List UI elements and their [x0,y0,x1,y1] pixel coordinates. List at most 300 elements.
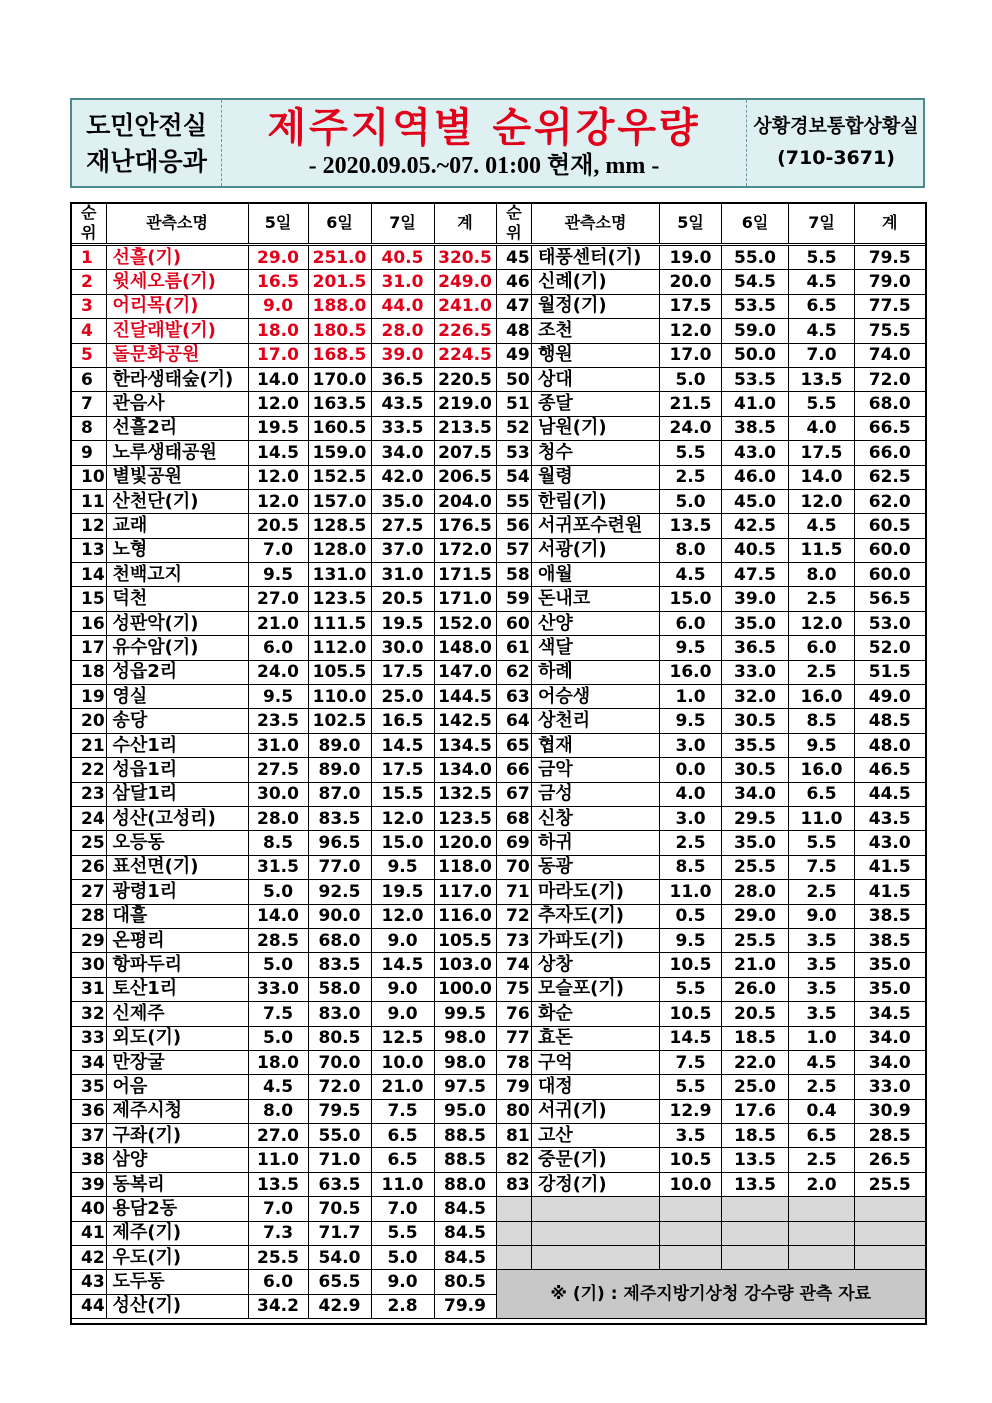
table-row [71,514,496,538]
day6-cell: 17.6 [722,1099,789,1123]
rank-cell: 82 [497,1148,532,1172]
station-name-cell: 추자도(기) [532,904,660,928]
day6-cell: 71.0 [308,1148,371,1172]
table-row [497,685,926,709]
station-name-cell: 협재 [532,733,660,757]
day5-cell: 10.5 [660,953,722,977]
day7-header: 7일 [789,203,855,245]
station-name-cell: 신례(기) [532,270,660,294]
day7-cell: 19.5 [371,880,434,904]
station-name-cell: 행원 [532,343,660,367]
day6-cell: 71.7 [308,1221,371,1245]
table-row [497,709,926,733]
day5-cell: 12.0 [660,319,722,343]
day5-cell: 13.5 [660,514,722,538]
station-name-cell: 동복리 [106,1172,248,1196]
day7-cell: 20.5 [371,587,434,611]
day6-cell: 65.5 [308,1270,371,1294]
table-row [71,1270,496,1294]
day5-cell: 27.0 [248,1124,308,1148]
total-cell: 79.9 [434,1294,496,1318]
station-header: 관측소명 [106,203,248,245]
rank-cell: 20 [71,709,106,733]
report-subtitle: - 2020.09.05.~07. 01:00 현재, mm - [308,153,660,179]
day7-cell: 12.0 [789,611,855,635]
day7-cell: 0.4 [789,1099,855,1123]
rank-cell: 72 [497,904,532,928]
day5-cell: 31.5 [248,855,308,879]
rank-cell: 17 [71,636,106,660]
table-row [71,416,496,440]
rank-cell: 30 [71,953,106,977]
day5-cell: 10.0 [660,1172,722,1196]
station-name-cell: 동광 [532,855,660,879]
total-cell: 249.0 [434,270,496,294]
table-row [497,563,926,587]
table-row [71,685,496,709]
station-name-cell: 하귀 [532,831,660,855]
table-row [497,782,926,806]
rank-cell: 69 [497,831,532,855]
day7-cell: 4.5 [789,319,855,343]
rank-cell: 33 [71,1026,106,1050]
total-cell: 34.0 [855,1050,926,1074]
day7-cell: 8.5 [789,709,855,733]
day5-cell: 0.0 [660,758,722,782]
day7-cell: 16.0 [789,758,855,782]
station-name-cell: 한라생태숲(기) [106,367,248,391]
day6-cell: 53.5 [722,367,789,391]
rank-cell: 63 [497,685,532,709]
day7-cell: 19.5 [371,611,434,635]
total-cell: 144.5 [434,685,496,709]
total-cell: 88.0 [434,1172,496,1196]
day5-cell: 5.0 [660,489,722,513]
day7-cell: 4.5 [789,1050,855,1074]
table-row [71,977,496,1001]
day7-cell: 6.5 [789,1124,855,1148]
station-name-cell: 별빛공원 [106,465,248,489]
rank-header: 순 위 [71,203,106,245]
station-name-cell: 금성 [532,782,660,806]
total-cell: 97.5 [434,1075,496,1099]
table-row [497,343,926,367]
station-name-cell: 노형 [106,538,248,562]
total-cell: 206.5 [434,465,496,489]
table-row [497,245,926,270]
table-row [71,392,496,416]
day7-cell: 2.5 [789,1075,855,1099]
day6-cell: 87.0 [308,782,371,806]
total-cell: 41.5 [855,880,926,904]
day7-cell: 17.5 [371,660,434,684]
rank-cell: 57 [497,538,532,562]
day6-cell: 25.5 [722,855,789,879]
day6-cell: 83.5 [308,806,371,830]
total-cell: 51.5 [855,660,926,684]
station-name-cell: 신창 [532,806,660,830]
report-title: 제주지역별 순위강우량 [267,105,701,151]
rank-cell: 29 [71,928,106,952]
day5-cell: 11.0 [248,1148,308,1172]
total-cell: 172.0 [434,538,496,562]
day6-cell: 42.9 [308,1294,371,1318]
total-cell: 117.0 [434,880,496,904]
day6-cell: 201.5 [308,270,371,294]
table-row [71,1148,496,1172]
day5-cell: 18.0 [248,319,308,343]
total-cell: 35.0 [855,953,926,977]
day6-cell: 55.0 [308,1124,371,1148]
day6-cell: 22.0 [722,1050,789,1074]
day5-cell: 5.5 [660,441,722,465]
station-name-cell: 성산(고성리) [106,806,248,830]
rank-cell: 40 [71,1197,106,1221]
station-name-cell: 덕천 [106,587,248,611]
day5-cell: 16.0 [660,660,722,684]
day6-cell: 180.5 [308,319,371,343]
day7-cell: 15.0 [371,831,434,855]
table-row [497,1050,926,1074]
day5-cell: 8.0 [660,538,722,562]
table-row [497,489,926,513]
total-cell: 38.5 [855,928,926,952]
station-name-cell: 상창 [532,953,660,977]
table-row [497,294,926,318]
total-cell: 41.5 [855,855,926,879]
station-name-cell: 제주(기) [106,1221,248,1245]
total-cell: 60.0 [855,563,926,587]
station-name-cell: 성읍1리 [106,758,248,782]
table-row [71,1172,496,1196]
empty-cell [789,1246,855,1270]
table-header-row [71,203,496,245]
day6-cell: 112.0 [308,636,371,660]
empty-cell [855,1221,926,1245]
day5-cell: 28.0 [248,806,308,830]
total-cell: 118.0 [434,855,496,879]
day7-cell: 9.0 [371,977,434,1001]
day5-cell: 1.0 [660,685,722,709]
day7-cell: 6.0 [789,636,855,660]
empty-row [497,1197,926,1221]
rank-cell: 49 [497,343,532,367]
day5-cell: 12.0 [248,489,308,513]
day7-cell: 9.5 [371,855,434,879]
table-row [497,1148,926,1172]
station-name-cell: 서광(기) [532,538,660,562]
rank-cell: 12 [71,514,106,538]
station-name-cell: 산양 [532,611,660,635]
day5-cell: 27.0 [248,587,308,611]
rank-cell: 16 [71,611,106,635]
total-cell: 171.5 [434,563,496,587]
day7-cell: 12.0 [371,806,434,830]
total-cell: 52.0 [855,636,926,660]
day6-cell: 35.0 [722,611,789,635]
day6-cell: 43.0 [722,441,789,465]
total-header: 계 [434,203,496,245]
station-name-cell: 표선면(기) [106,855,248,879]
day7-cell: 16.5 [371,709,434,733]
rank-cell: 50 [497,367,532,391]
day5-cell: 7.3 [248,1221,308,1245]
total-cell: 53.0 [855,611,926,635]
total-cell: 123.5 [434,806,496,830]
day6-cell: 251.0 [308,245,371,270]
station-name-cell: 색달 [532,636,660,660]
station-name-cell: 월정(기) [532,294,660,318]
day7-cell: 17.5 [371,758,434,782]
station-name-cell: 윗세오름(기) [106,270,248,294]
day7-cell: 9.0 [371,1002,434,1026]
day6-cell: 30.5 [722,709,789,733]
total-cell: 213.5 [434,416,496,440]
day7-cell: 3.5 [789,928,855,952]
day6-cell: 63.5 [308,1172,371,1196]
day6-cell: 32.0 [722,685,789,709]
total-cell: 34.5 [855,1002,926,1026]
day6-cell: 163.5 [308,392,371,416]
rank-cell: 59 [497,587,532,611]
total-cell: 60.0 [855,538,926,562]
day6-cell: 102.5 [308,709,371,733]
day5-cell: 16.5 [248,270,308,294]
day6-cell: 89.0 [308,758,371,782]
day5-cell: 0.5 [660,904,722,928]
day7-cell: 25.0 [371,685,434,709]
day5-cell: 21.0 [248,611,308,635]
day5-cell: 5.5 [660,1075,722,1099]
department-block [72,100,222,186]
day5-cell: 9.5 [660,636,722,660]
table-row [497,538,926,562]
rank-cell: 31 [71,977,106,1001]
table-row [71,1197,496,1221]
day6-cell: 123.5 [308,587,371,611]
total-cell: 207.5 [434,441,496,465]
table-row [497,758,926,782]
rank-cell: 18 [71,660,106,684]
station-name-cell: 산천단(기) [106,489,248,513]
total-cell: 142.5 [434,709,496,733]
station-name-cell: 조천 [532,319,660,343]
total-cell: 25.5 [855,1172,926,1196]
empty-cell [855,1197,926,1221]
day7-cell: 6.5 [789,782,855,806]
day7-cell: 3.5 [789,953,855,977]
day7-cell: 13.5 [789,367,855,391]
day6-cell: 26.0 [722,977,789,1001]
day5-cell: 20.5 [248,514,308,538]
day6-cell: 21.0 [722,953,789,977]
day6-cell: 35.0 [722,831,789,855]
day7-cell: 14.5 [371,953,434,977]
table-row [497,733,926,757]
day6-cell: 29.0 [722,904,789,928]
station-name-cell: 온평리 [106,928,248,952]
station-name-cell: 용담2동 [106,1197,248,1221]
rank-cell: 28 [71,904,106,928]
day6-cell: 157.0 [308,489,371,513]
table-row [71,465,496,489]
station-name-cell: 가파도(기) [532,928,660,952]
day6-cell: 35.5 [722,733,789,757]
total-cell: 72.0 [855,367,926,391]
footnote: ※ (기) : 제주지방기상청 강수량 관측 자료 [497,1270,926,1319]
day6-cell: 29.5 [722,806,789,830]
table-row [497,636,926,660]
station-name-cell: 구억 [532,1050,660,1074]
station-name-cell: 삼달1리 [106,782,248,806]
day7-cell: 31.0 [371,563,434,587]
table-row [71,831,496,855]
day6-cell: 18.5 [722,1124,789,1148]
day5-cell: 19.5 [248,416,308,440]
day5-cell: 12.0 [248,392,308,416]
table-row [497,367,926,391]
day5-cell: 12.0 [248,465,308,489]
total-cell: 98.0 [434,1050,496,1074]
day7-cell: 12.0 [371,904,434,928]
rank-cell: 32 [71,1002,106,1026]
day5-cell: 3.5 [660,1124,722,1148]
day6-header: 6일 [722,203,789,245]
rank-cell: 81 [497,1124,532,1148]
day7-cell: 42.0 [371,465,434,489]
day6-cell: 131.0 [308,563,371,587]
table-row [71,1002,496,1026]
table-row [71,733,496,757]
rank-cell: 51 [497,392,532,416]
day5-cell: 24.0 [248,660,308,684]
day7-cell: 44.0 [371,294,434,318]
table-row [497,660,926,684]
station-name-cell: 모슬포(기) [532,977,660,1001]
day5-header: 5일 [660,203,722,245]
table-row [71,1050,496,1074]
day6-cell: 18.5 [722,1026,789,1050]
day5-cell: 3.0 [660,733,722,757]
rank-cell: 47 [497,294,532,318]
day7-cell: 5.5 [789,831,855,855]
day7-cell: 14.0 [789,465,855,489]
total-cell: 66.5 [855,416,926,440]
day5-cell: 5.0 [660,367,722,391]
total-cell: 62.0 [855,489,926,513]
day5-cell: 4.5 [660,563,722,587]
day7-cell: 31.0 [371,270,434,294]
station-name-cell: 애월 [532,563,660,587]
day5-cell: 11.0 [660,880,722,904]
total-cell: 77.5 [855,294,926,318]
day7-cell: 7.0 [371,1197,434,1221]
day7-cell: 27.5 [371,514,434,538]
station-name-cell: 유수암(기) [106,636,248,660]
total-cell: 134.5 [434,733,496,757]
total-cell: 98.0 [434,1026,496,1050]
day5-cell: 14.5 [248,441,308,465]
total-cell: 60.5 [855,514,926,538]
station-name-cell: 삼양 [106,1148,248,1172]
rank-cell: 73 [497,928,532,952]
rank-cell: 74 [497,953,532,977]
day5-cell: 8.5 [248,831,308,855]
rank-cell: 42 [71,1246,106,1270]
rank-cell: 44 [71,1294,106,1318]
total-cell: 46.5 [855,758,926,782]
empty-cell [660,1221,722,1245]
total-cell: 204.0 [434,489,496,513]
total-cell: 116.0 [434,904,496,928]
day7-cell: 37.0 [371,538,434,562]
total-cell: 79.0 [855,270,926,294]
rank-cell: 27 [71,880,106,904]
day7-cell: 17.5 [789,441,855,465]
table-row [497,587,926,611]
rank-cell: 56 [497,514,532,538]
day5-cell: 2.5 [660,465,722,489]
station-name-cell: 하례 [532,660,660,684]
rank-cell: 19 [71,685,106,709]
table-row [71,270,496,294]
rank-cell: 2 [71,270,106,294]
station-name-cell: 진달래밭(기) [106,319,248,343]
empty-row [497,1246,926,1270]
day6-cell: 92.5 [308,880,371,904]
day6-cell: 40.5 [722,538,789,562]
station-name-cell: 제주시청 [106,1099,248,1123]
day5-cell: 14.0 [248,367,308,391]
day6-cell: 70.0 [308,1050,371,1074]
rank-cell: 9 [71,441,106,465]
day6-cell: 188.0 [308,294,371,318]
table-row [71,880,496,904]
day6-cell: 38.5 [722,416,789,440]
day5-cell: 18.0 [248,1050,308,1074]
day6-cell: 70.5 [308,1197,371,1221]
day6-cell: 28.0 [722,880,789,904]
rank-cell: 6 [71,367,106,391]
day7-cell: 40.5 [371,245,434,270]
day5-cell: 5.0 [248,953,308,977]
table-row [497,904,926,928]
total-cell: 320.5 [434,245,496,270]
rank-cell: 39 [71,1172,106,1196]
rank-cell: 77 [497,1026,532,1050]
day7-cell: 11.5 [789,538,855,562]
table-row [71,1026,496,1050]
day6-cell: 59.0 [722,319,789,343]
total-cell: 95.0 [434,1099,496,1123]
station-name-cell: 송당 [106,709,248,733]
rank-cell: 46 [497,270,532,294]
station-name-cell: 천백고지 [106,563,248,587]
station-name-cell: 어리목(기) [106,294,248,318]
total-cell: 226.5 [434,319,496,343]
rank-cell: 53 [497,441,532,465]
day6-cell: 54.0 [308,1246,371,1270]
total-cell: 68.0 [855,392,926,416]
day5-cell: 7.0 [248,1197,308,1221]
total-cell: 148.0 [434,636,496,660]
day6-cell: 90.0 [308,904,371,928]
day5-cell: 3.0 [660,806,722,830]
rainfall-table-left [70,202,497,1319]
rank-cell: 58 [497,563,532,587]
day5-cell: 14.5 [660,1026,722,1050]
total-cell: 26.5 [855,1148,926,1172]
